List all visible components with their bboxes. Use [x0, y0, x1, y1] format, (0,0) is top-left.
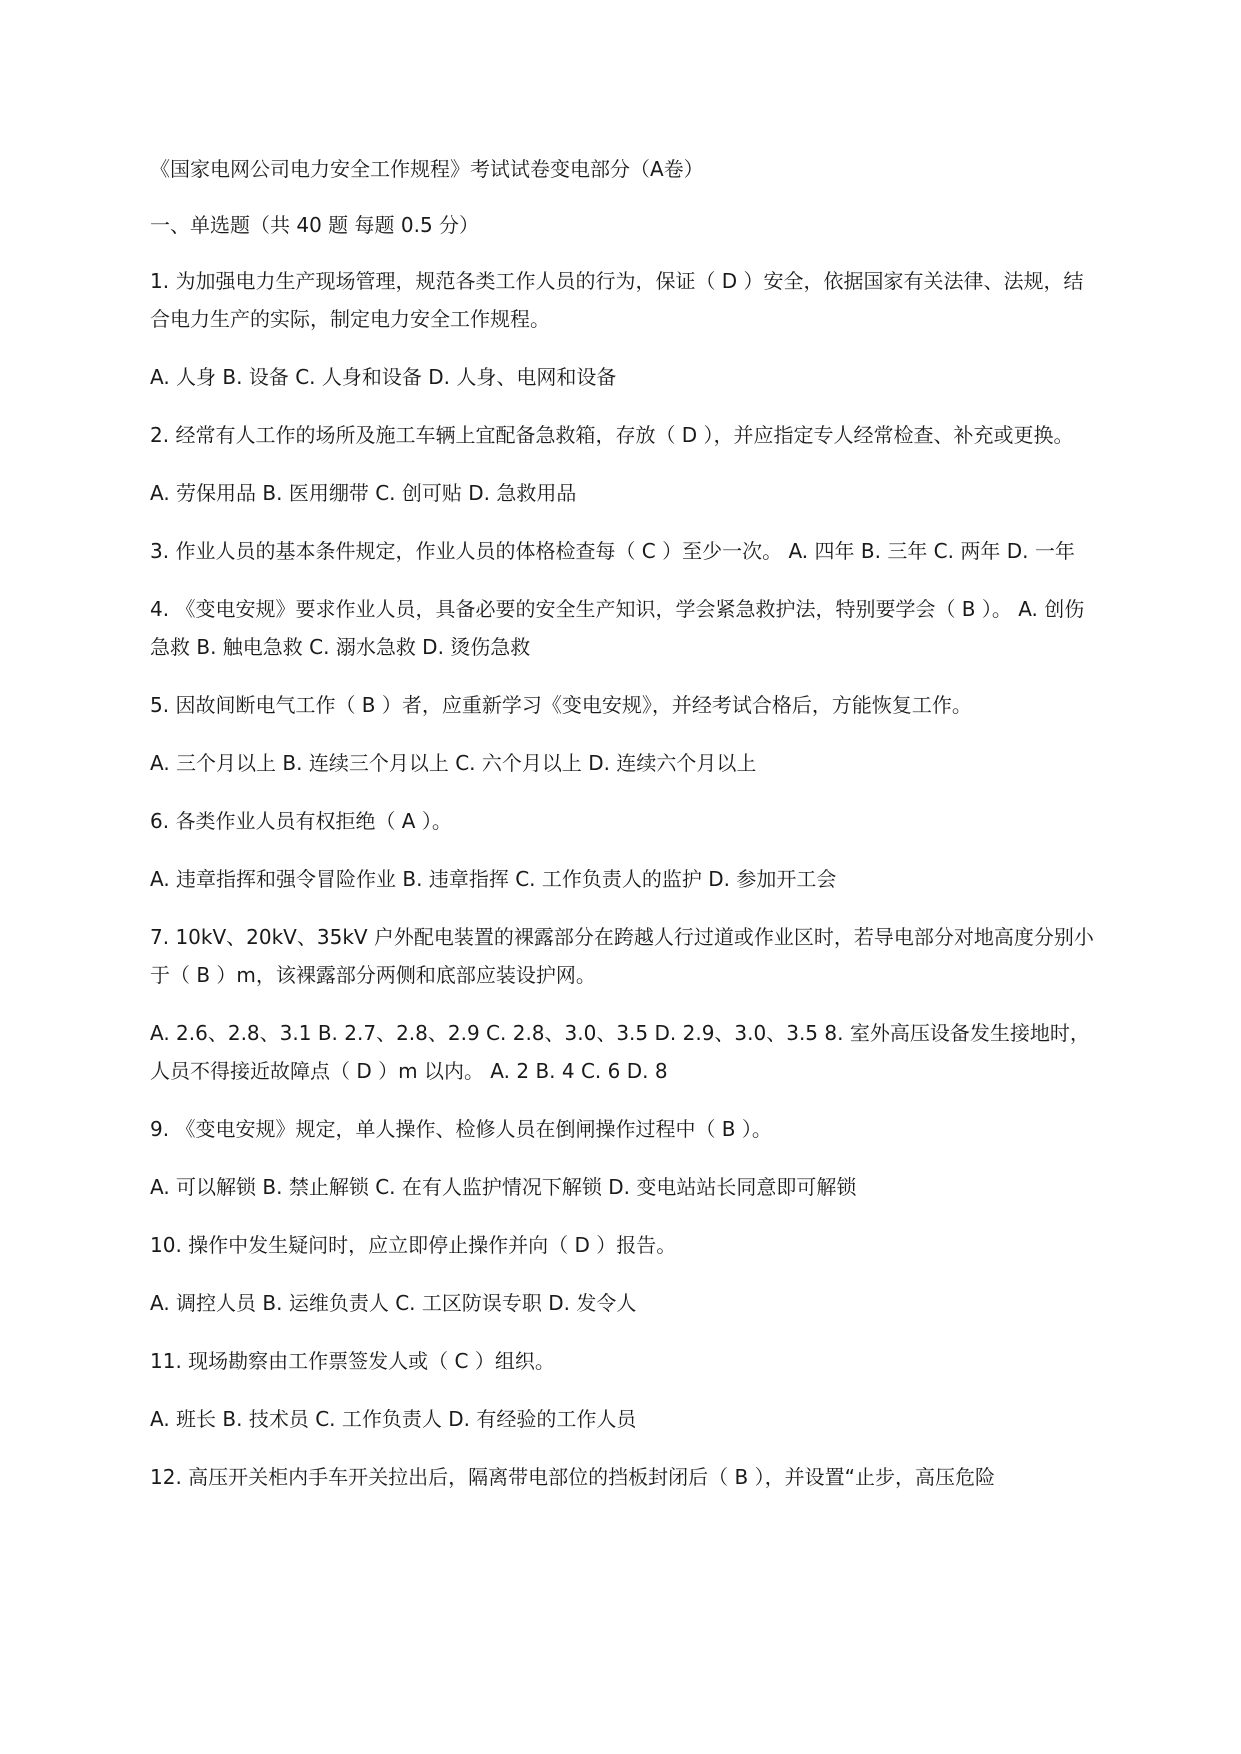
question-3: 3. 作业人员的基本条件规定，作业人员的体格检查每（ C ）至少一次。 A. 四年 B. 三年 C. 两年 D. 一年 [150, 539, 1075, 563]
question-10: 10. 操作中发生疑问时，应立即停止操作并向（ D ）报告。 [150, 1233, 677, 1257]
question-7: 7. 10kV、20kV、35kV 户外配电装置的裸露部分在跨越人行过道或作业区时，若导电部分对地高度分别小于（ B ）m，该裸露部分两侧和底部应装设护网。 [150, 925, 1094, 987]
question-list [150, 262, 1095, 1496]
question-9-options: A. 可以解锁 B. 禁止解锁 C. 在有人监护情况下解锁 D. 变电站站长同意即可解锁 [150, 1175, 857, 1199]
document-page [150, 150, 1095, 1516]
question-5: 5. 因故间断电气工作（ B ）者，应重新学习《变电安规》，并经考试合格后，方能恢复工作。 [150, 693, 972, 717]
question-2-options: A. 劳保用品 B. 医用绷带 C. 创可贴 D. 急救用品 [150, 481, 577, 505]
question-6: 6. 各类作业人员有权拒绝（ A ）。 [150, 809, 452, 833]
question-5-options: A. 三个月以上 B. 连续三个月以上 C. 六个月以上 D. 连续六个月以上 [150, 751, 757, 775]
question-7-options-and-question-8: A. 2.6、2.8、3.1 B. 2.7、2.8、2.9 C. 2.8、3.0、3.5 D. 2.9、3.0、3.5 8. 室外高压设备发生接地时，人员不得接近故障点（ D ）m 以内。 A. 2 B. 4 C. 6 D. 8 [150, 1021, 1090, 1083]
question-11-options: A. 班长 B. 技术员 C. 工作负责人 D. 有经验的工作人员 [150, 1407, 637, 1431]
exam-title: 《国家电网公司电力安全工作规程》考试试卷变电部分（A卷） [150, 157, 704, 181]
question-1: 1. 为加强电力生产现场管理，规范各类工作人员的行为，保证（ D ）安全，依据国家有关法律、法规，结合电力生产的实际，制定电力安全工作规程。 [150, 269, 1084, 331]
question-6-options: A. 违章指挥和强令冒险作业 B. 违章指挥 C. 工作负责人的监护 D. 参加开工会 [150, 867, 837, 891]
question-10-options: A. 调控人员 B. 运维负责人 C. 工区防误专职 D. 发令人 [150, 1291, 637, 1315]
question-4: 4. 《变电安规》要求作业人员，具备必要的安全生产知识，学会紧急救护法，特别要学会（ B ）。 A. 创伤急救 B. 触电急救 C. 溺水急救 D. 烫伤急救 [150, 597, 1085, 659]
question-9: 9. 《变电安规》规定，单人操作、检修人员在倒闸操作过程中（ B ）。 [150, 1117, 772, 1141]
question-2: 2. 经常有人工作的场所及施工车辆上宜配备急救箱，存放（ D ），并应指定专人经常检查、补充或更换。 [150, 423, 1074, 447]
question-1-options: A. 人身 B. 设备 C. 人身和设备 D. 人身、电网和设备 [150, 365, 617, 389]
question-11: 11. 现场勘察由工作票签发人或（ C ）组织。 [150, 1349, 555, 1373]
question-12: 12. 高压开关柜内手车开关拉出后，隔离带电部位的挡板封闭后（ B ），并设置“止步，高压危险 [150, 1465, 995, 1489]
section-heading: 一、单选题（共 40 题 每题 0.5 分） [150, 213, 480, 237]
